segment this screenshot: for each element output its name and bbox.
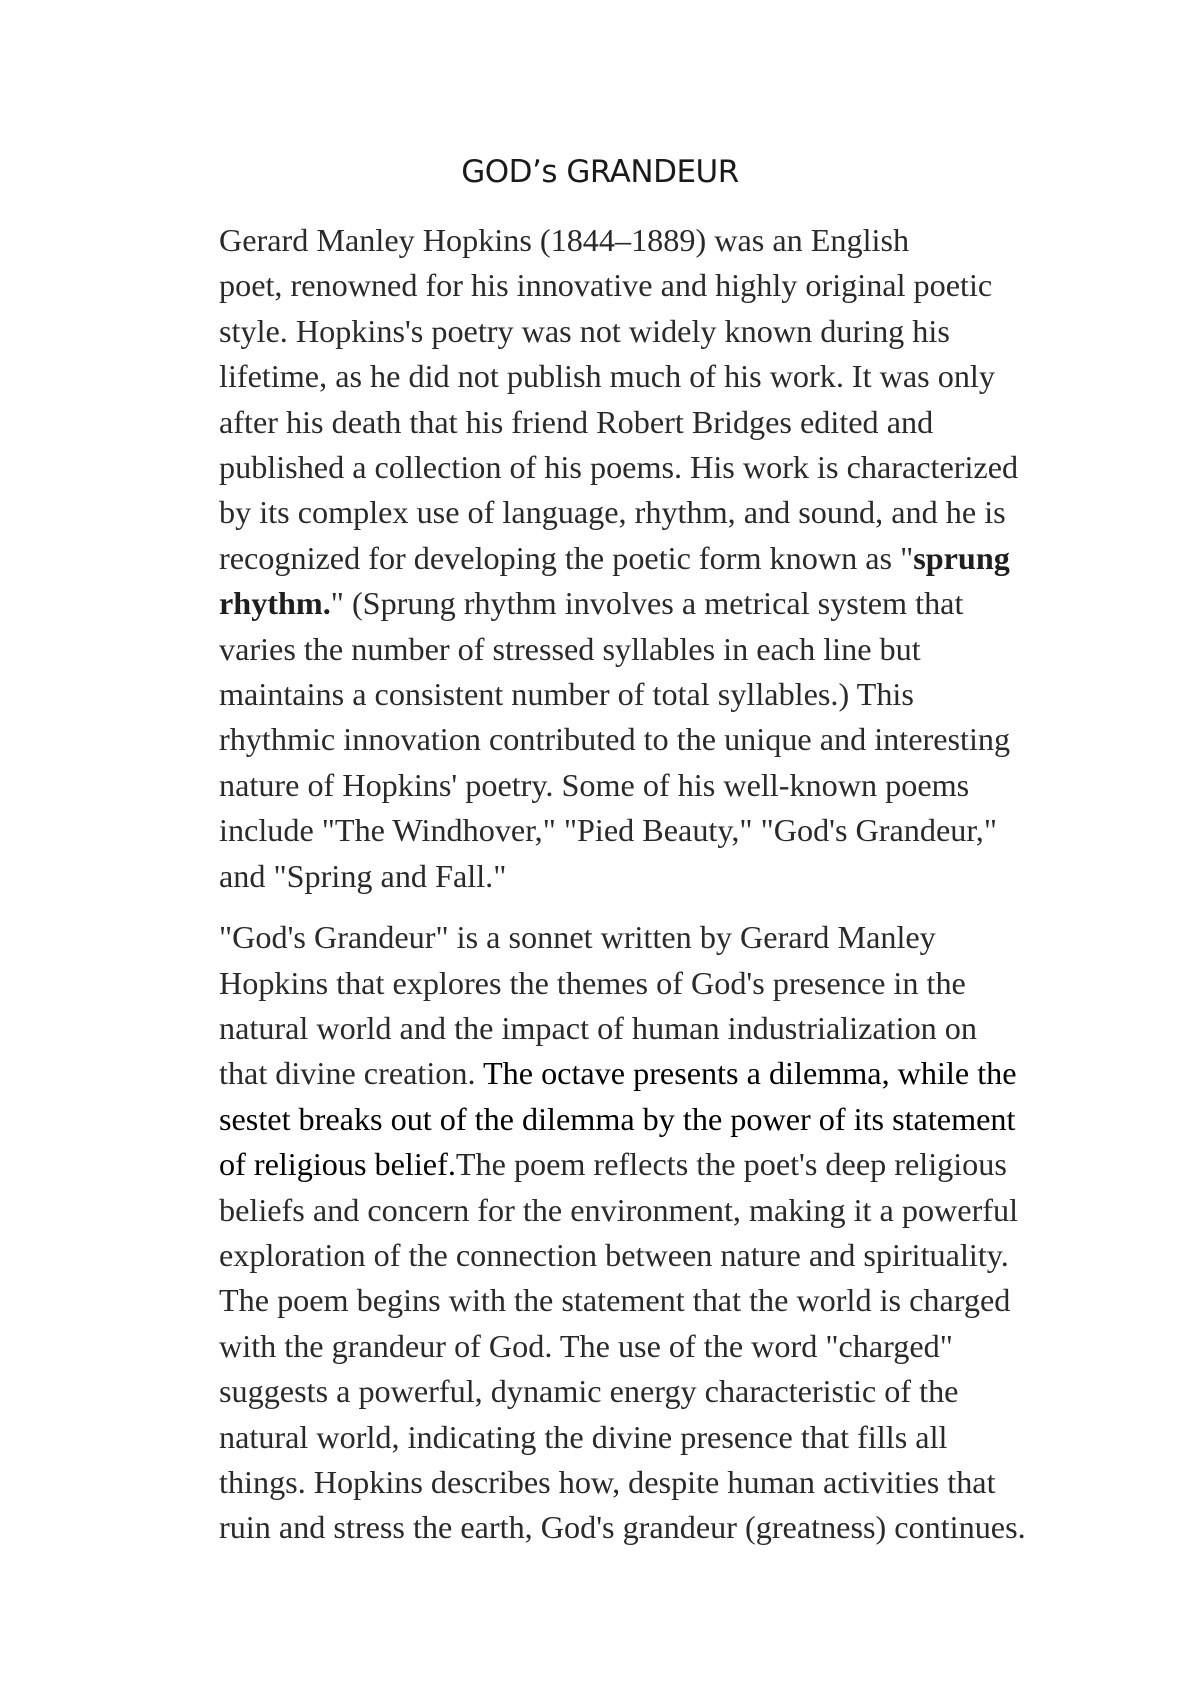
- text-segment: that divine creation.: [219, 1055, 483, 1092]
- paragraph-author-intro: [146, 218, 1058, 899]
- text-line: varies the number of stressed syllables in each line but: [219, 630, 921, 667]
- text-segment-dark: The octave presents a dilemma, while the: [482, 1055, 1017, 1092]
- text-line: maintains a consistent number of total syllables.) This: [219, 676, 914, 713]
- paragraph-poem-analysis: [146, 915, 1058, 1551]
- text-line: The poem begins with the statement that the world is charged: [219, 1282, 1011, 1319]
- text-line: poet, renowned for his innovative and highly original poetic: [219, 267, 993, 304]
- text-line: style. Hopkins's poetry was not widely known during his: [219, 312, 950, 349]
- text-line: ruin and stress the earth, God's grandeur (greatness) continues.: [219, 1509, 1026, 1546]
- text-line: lifetime, as he did not publish much of his work. It was only: [219, 358, 995, 395]
- bold-term-rhythm: rhythm.: [219, 585, 331, 622]
- text-line: include "The Windhover," "Pied Beauty," "God's Grandeur,": [219, 812, 997, 849]
- page-title: GOD’s GRANDEUR: [461, 154, 739, 190]
- text-line: beliefs and concern for the environment, making it a powerful: [219, 1191, 1019, 1228]
- text-line: published a collection of his poems. His work is characterized: [219, 449, 1019, 486]
- text-segment: recognized for developing the poetic form known as ": [219, 539, 914, 576]
- text-line: [146, 1142, 1058, 1187]
- text-line: [146, 536, 1058, 581]
- text-line: and "Spring and Fall.": [219, 857, 507, 894]
- text-line: Hopkins that explores the themes of God's presence in the: [219, 964, 966, 1001]
- text-line: exploration of the connection between nature and spirituality.: [219, 1236, 1009, 1273]
- text-line: natural world and the impact of human industrialization on: [219, 1009, 977, 1046]
- text-line: sestet breaks out of the dilemma by the power of its statement: [219, 1100, 1016, 1137]
- text-line: rhythmic innovation contributed to the unique and interesting: [219, 721, 1011, 758]
- text-line: nature of Hopkins' poetry. Some of his well-known poems: [219, 766, 970, 803]
- text-line: by its complex use of language, rhythm, and sound, and he is: [219, 494, 1006, 531]
- bold-term-sprung: sprung: [913, 539, 1010, 576]
- text-line: "God's Grandeur" is a sonnet written by Gerard Manley: [219, 919, 936, 956]
- text-line: after his death that his friend Robert Bridges edited and: [219, 403, 934, 440]
- text-segment: " (Sprung rhythm involves a metrical system that: [330, 585, 964, 622]
- document-body: [146, 218, 1058, 1551]
- text-line: [146, 1051, 1058, 1096]
- text-line: Gerard Manley Hopkins (1844–1889) was an English: [219, 222, 910, 258]
- text-line: suggests a powerful, dynamic energy characteristic of the: [219, 1373, 959, 1410]
- text-segment: The poem reflects the poet's deep religious: [455, 1146, 1007, 1183]
- text-line: things. Hopkins describes how, despite human activities that: [219, 1463, 996, 1500]
- text-line: with the grandeur of God. The use of the word "charged": [219, 1327, 953, 1364]
- text-segment-dark: of religious belief.: [219, 1146, 456, 1183]
- text-line: natural world, indicating the divine presence that fills all: [219, 1418, 948, 1455]
- text-line: [146, 581, 1058, 626]
